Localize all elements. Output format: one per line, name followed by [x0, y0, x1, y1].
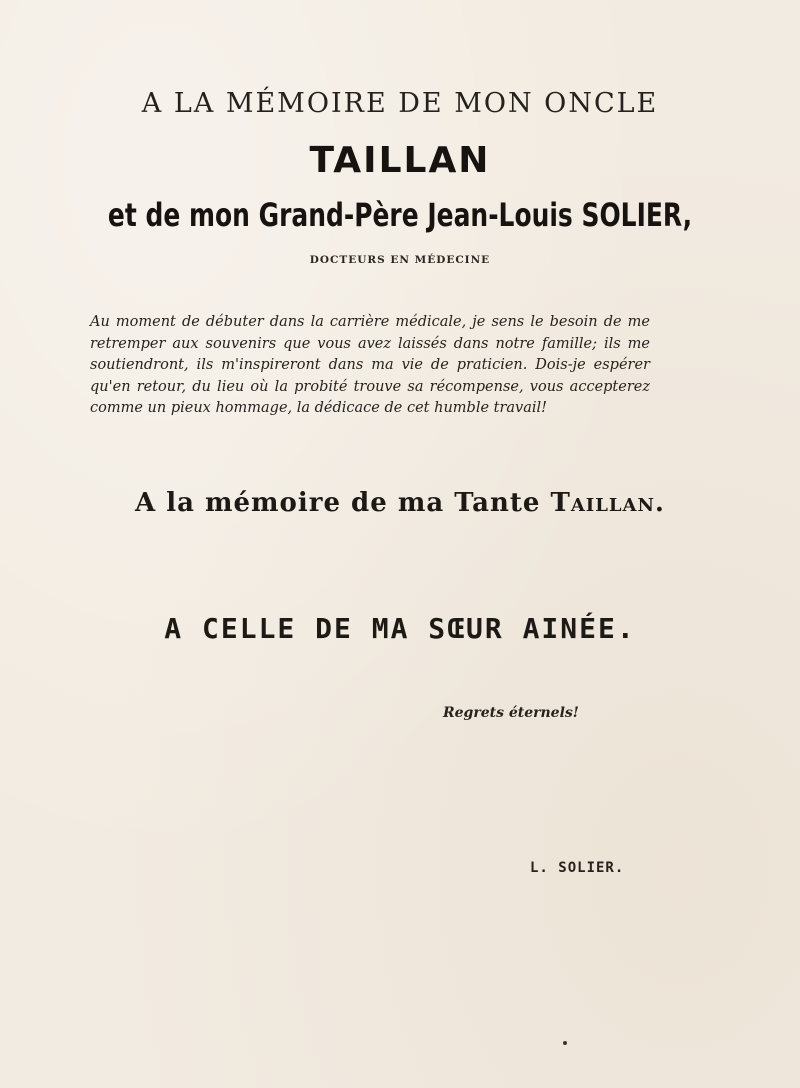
tante-prefix: A la mémoire de ma Tante	[134, 488, 551, 518]
ink-speck	[563, 1041, 567, 1045]
memoire-heading: A LA MÉMOIRE DE MON ONCLE	[141, 88, 659, 119]
soeur-dedication: A CELLE DE MA SŒUR AINÉE.	[164, 612, 636, 645]
uncle-name-heading: TAILLAN	[309, 140, 491, 181]
grandfather-heading: et de mon Grand-Père Jean-Louis SOLIER,	[107, 196, 693, 234]
author-signature: L. SOLIER.	[530, 860, 625, 876]
tante-dedication	[0, 488, 800, 518]
tante-name: Taillan.	[550, 488, 665, 518]
doctors-subtitle: DOCTEURS EN MÉDECINE	[309, 254, 491, 266]
dedication-paragraph: Au moment de débuter dans la carrière médicale, je sens le besoin de me retremper aux souvenirs que vous avez laissés dans notre famille; ils me soutiendront, ils m'inspireront dans ma vie de praticien. Dois-je espérer qu'en retour, du lieu où la probité trouve sa récompense, vous accepterez comme un pieux hommage, la dédicace de cet humble travail!	[90, 314, 650, 416]
regrets-line: Regrets éternels!	[443, 705, 579, 721]
